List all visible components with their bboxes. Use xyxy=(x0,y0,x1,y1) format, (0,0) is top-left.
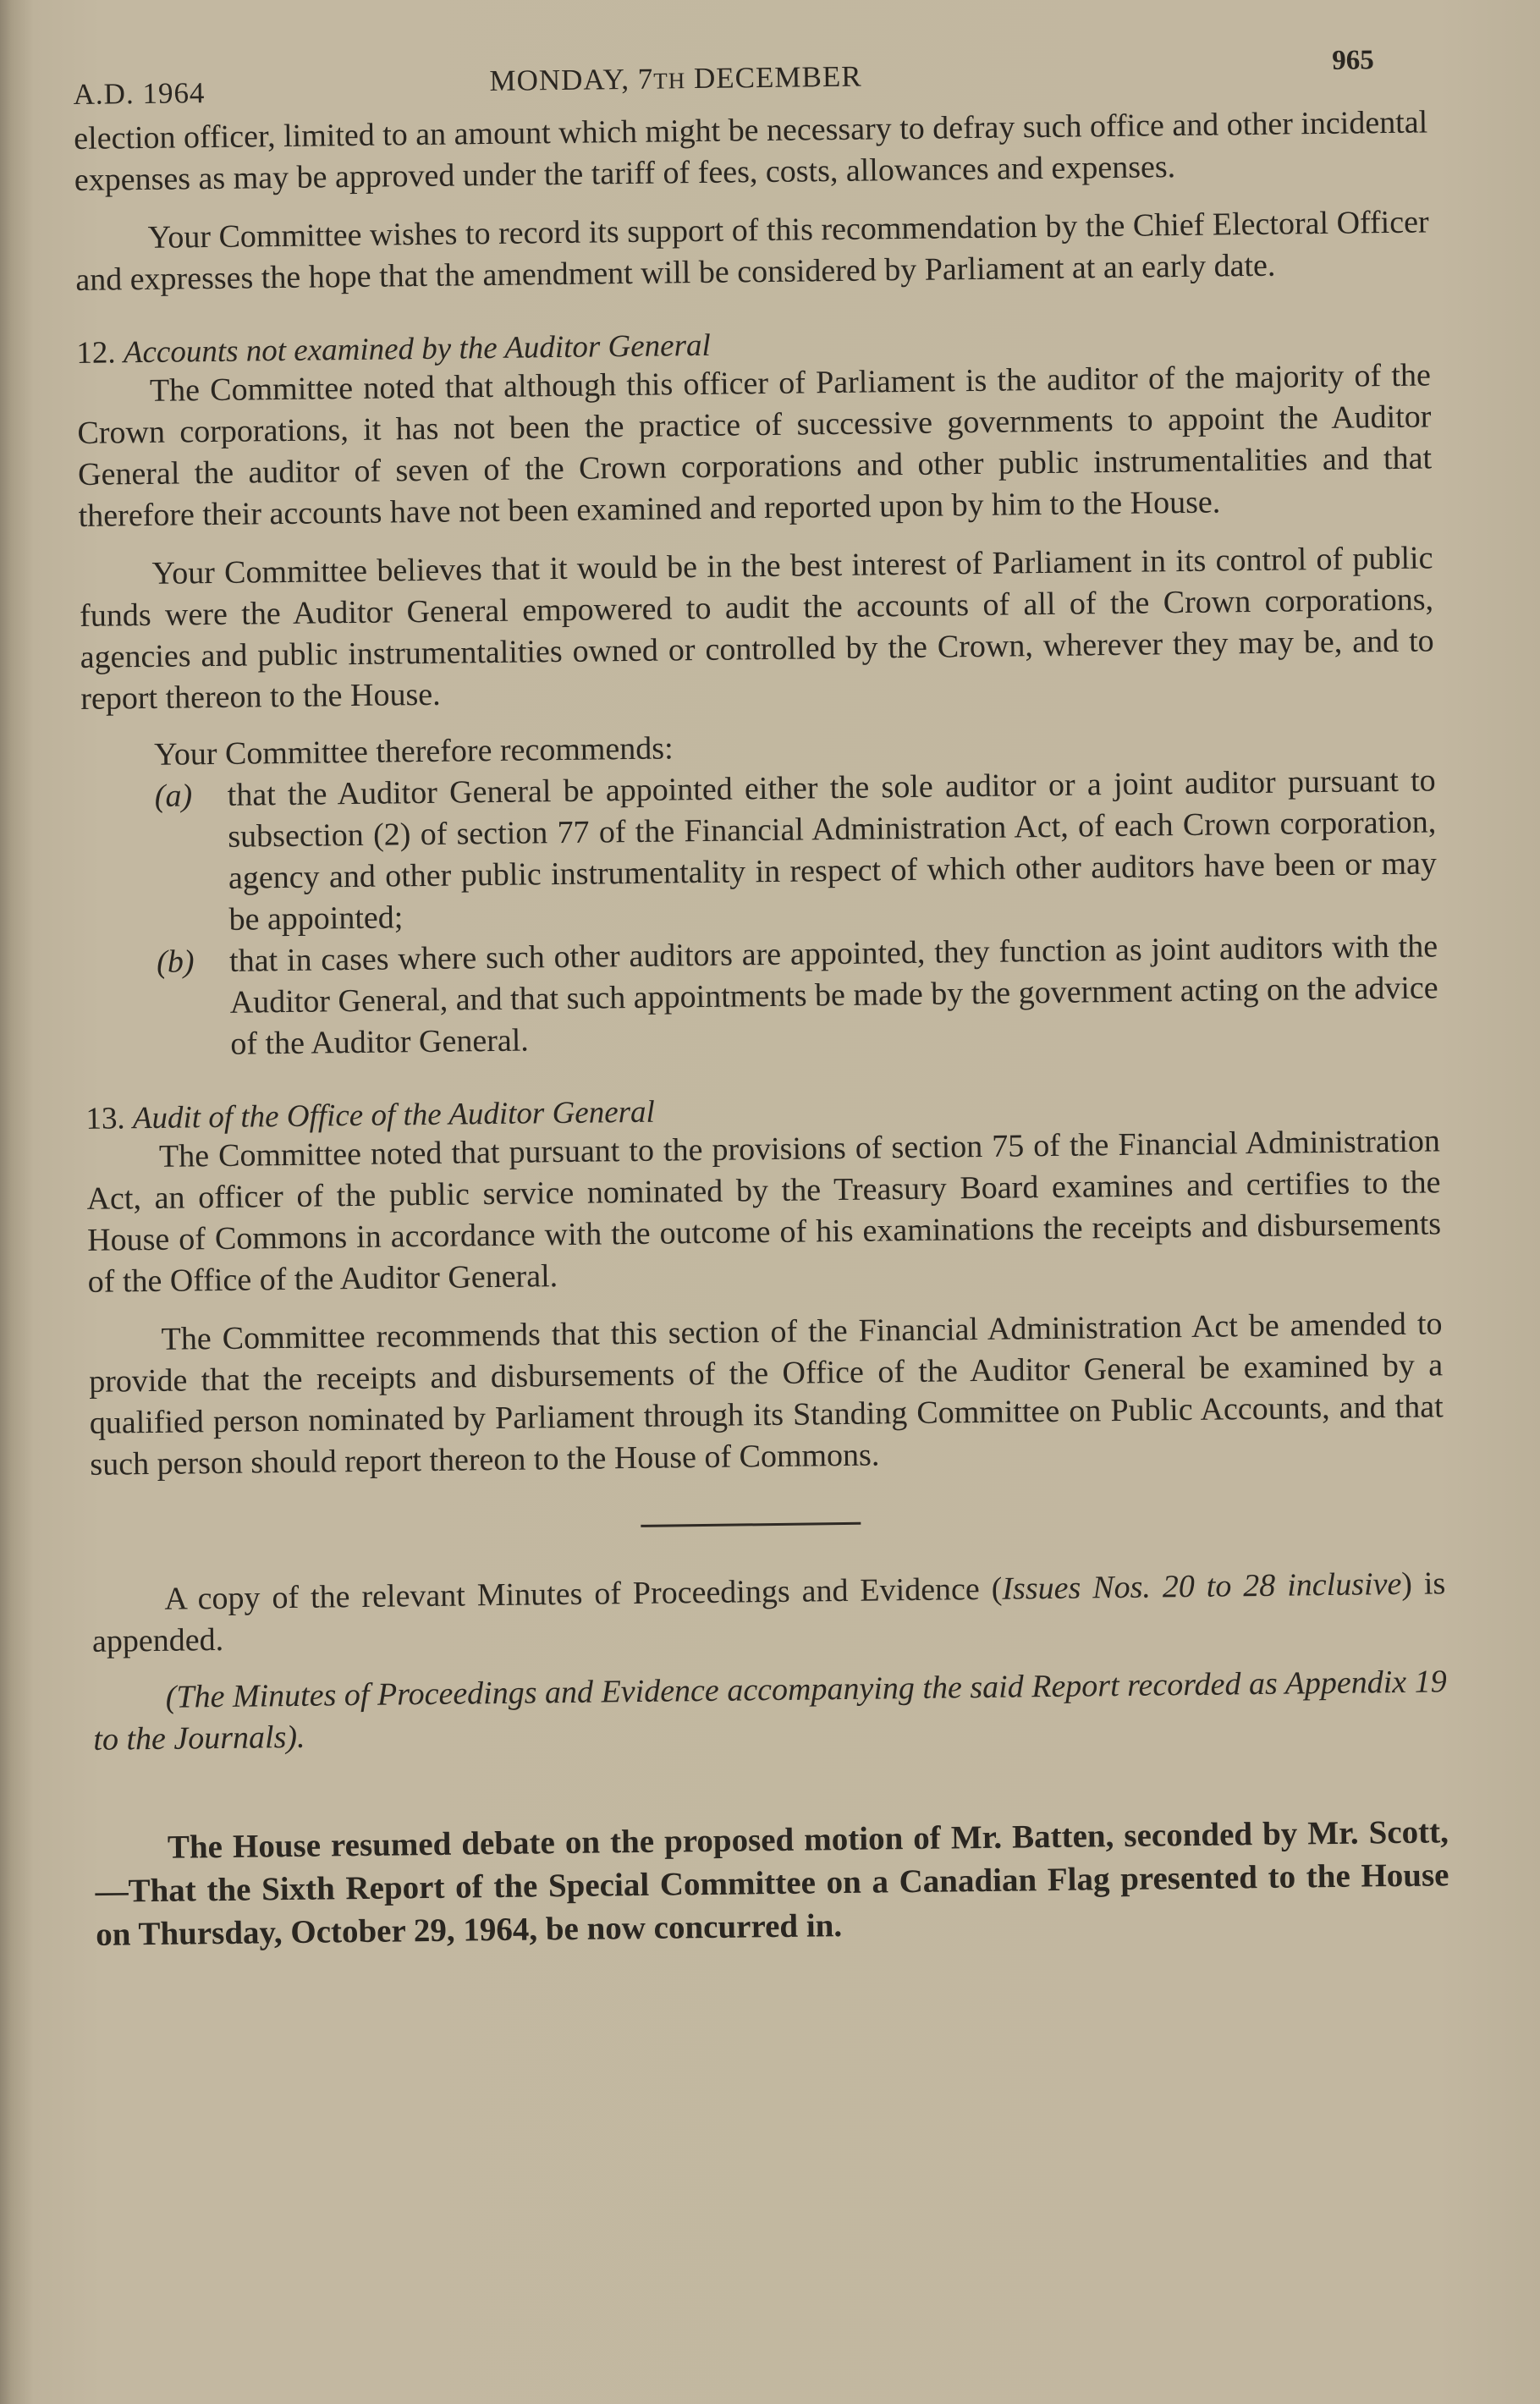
item-label: (a) xyxy=(154,778,193,814)
section-13-number: 13. xyxy=(85,1101,125,1136)
section-12-number: 12. xyxy=(76,335,116,371)
page-number: 965 xyxy=(1332,45,1374,76)
item-text: that in cases where such other auditors are appointed, they function as joint auditors with the Auditor General, and that such appointments be made by the government acting on the advice of the Auditor General. xyxy=(228,928,1438,1062)
recommendation-item xyxy=(81,760,1437,943)
item-label: (b) xyxy=(156,943,195,980)
page-content xyxy=(73,34,1449,1956)
section-12-title: Accounts not examined by the Auditor General xyxy=(123,327,711,371)
header-date-suffix: TH xyxy=(653,68,686,94)
appendix-issues: Issues Nos. 20 to 28 inclusive xyxy=(1002,1565,1402,1607)
appendix-copy-note xyxy=(91,1563,1446,1663)
section-13-paragraph-2: The Committee recommends that this section of the Financial Administration Act be amended to provide that the receipts and disbursements of the Office of the Auditor General be examined by a qualified person nominated by Parliament through its Standing Committee on Public Accounts, and that such person should report thereon to the House of Commons. xyxy=(88,1306,1444,1483)
section-13-title: Audit of the Office of the Auditor General xyxy=(132,1094,656,1136)
recommendation-list xyxy=(81,760,1438,1067)
recommends-line: Your Committee therefore recommends: xyxy=(153,730,674,773)
header-year: A.D. 1964 xyxy=(73,76,206,111)
header-date-main: MONDAY, 7 xyxy=(489,62,654,97)
item-text: that the Auditor General be appointed either the sole auditor or a joint auditor pursuant to subsection (2) of section 77 of the Financial Administration Act, of each Crown corporation, agency and other public instrumentality in respect of which other auditors have been or may be appointed; xyxy=(227,762,1438,938)
debate-paragraph: The House resumed debate on the proposed motion of Mr. Batten, seconded by Mr. Scott,—That the Sixth Report of the Special Committee on a Canadian Flag presented to the House on Thursday, October 29, 1964, be now concurred in. xyxy=(95,1813,1449,1953)
divider-rule xyxy=(641,1522,861,1527)
continuation-paragraph: election officer, limited to an amount which might be necessary to defray such office and other incidental expenses as may be approved under the tariff of fees, costs, allowances and expenses. xyxy=(74,104,1428,198)
support-paragraph: Your Committee wishes to record its support of this recommendation by the Chief Electoral Officer and expresses the hope that the amendment will be considered by Parliament at an early date. xyxy=(75,204,1429,298)
recommendation-item xyxy=(84,926,1439,1067)
appendix-minutes-note: (The Minutes of Proceedings and Evidence accompanying the said Report recorded as Appendix 19 to the Journals). xyxy=(93,1664,1447,1758)
section-12-paragraph-2: Your Committee believes that it would be in the best interest of Parliament in its control of public funds were the Auditor General empowered to audit the accounts of all of the Crown corporations, agencies and public instrumentalities owned or controlled by the Crown, wherever they may be, and to report thereon to the House. xyxy=(79,540,1434,717)
section-13-paragraph-1: The Committee noted that pursuant to the provisions of section 75 of the Financial Administration Act, an officer of the public service nominated by the Treasury Board examines and certifies to the House of Commons in accordance with the outcome of his examinations the receipts and disbursements of the Office of the Auditor General. xyxy=(86,1123,1442,1300)
section-12-paragraph-1: The Committee noted that although this officer of Parliament is the auditor of the majority of the Crown corporations, it has not been the practice of successive governments to appoint the Auditor General the auditor of seven of the Crown corporations and other public instrumentalities and that therefore their accounts have not been examined and reported upon by him to the House. xyxy=(77,357,1433,534)
appendix-copy-post: ) is appended. xyxy=(91,1565,1446,1659)
header-date-rest: DECEMBER xyxy=(685,59,862,96)
appendix-copy-pre: A copy of the relevant Minutes of Proceedings and Evidence ( xyxy=(164,1571,1003,1617)
header-date xyxy=(489,60,862,98)
